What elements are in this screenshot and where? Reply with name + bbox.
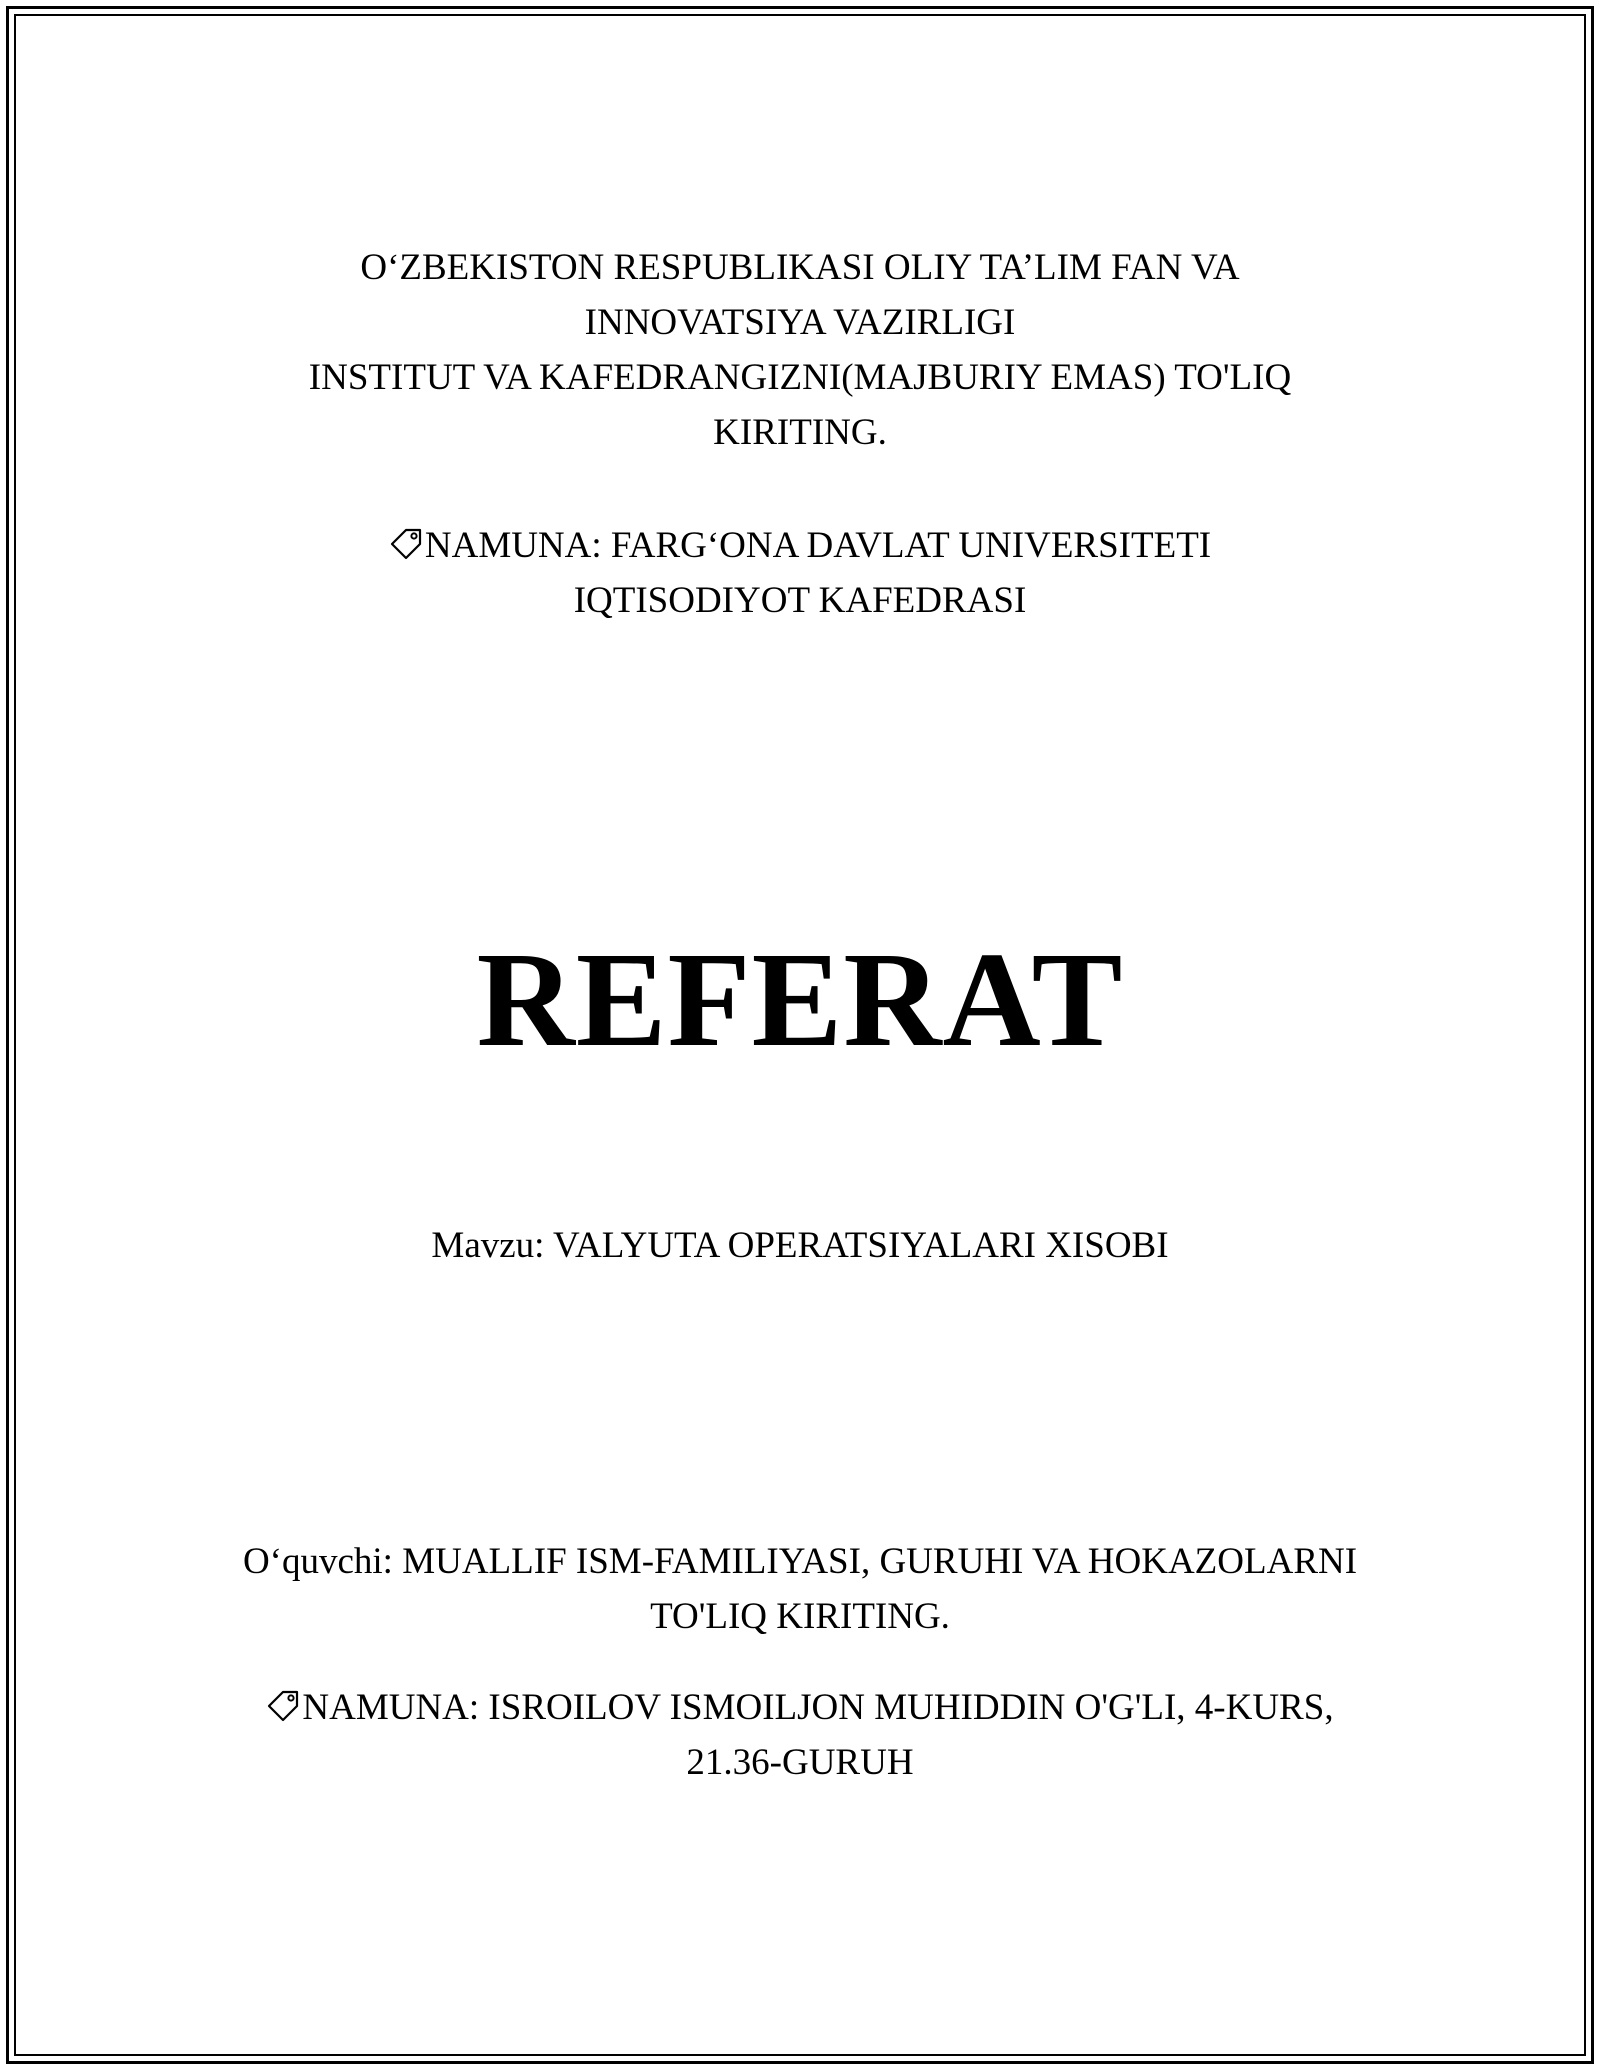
document-title: REFERAT bbox=[476, 925, 1124, 1075]
institution-example-line-1 bbox=[200, 518, 1400, 573]
institution-example-line-2: IQTISODIYOT KAFEDRASI bbox=[573, 580, 1027, 621]
header-line-1: O‘ZBEKISTON RESPUBLIKASI OLIY TA’LIM FAN VA bbox=[360, 247, 1240, 288]
header-line-4: KIRITING. bbox=[713, 412, 887, 453]
tag-icon bbox=[266, 1689, 300, 1723]
ministry-header bbox=[200, 240, 1400, 460]
student-line-1: O‘quvchi: MUALLIF ISM-FAMILIYASI, GURUHI VA HOKAZOLARNI bbox=[242, 1541, 1358, 1582]
institution-example bbox=[200, 518, 1400, 628]
header-line-2: INNOVATSIYA VAZIRLIGI bbox=[584, 302, 1016, 343]
student-example bbox=[200, 1680, 1400, 1790]
student-example-line-2: 21.36-GURUH bbox=[686, 1742, 914, 1783]
topic-text: Mavzu: VALYUTA OPERATSIYALARI XISOBI bbox=[431, 1225, 1169, 1266]
tag-icon bbox=[389, 527, 423, 561]
student-example-line-1 bbox=[200, 1680, 1400, 1735]
institution-example-text-1: NAMUNA: FARG‘ONA DAVLAT UNIVERSITETI bbox=[424, 525, 1212, 566]
student-info bbox=[200, 1534, 1400, 1644]
topic bbox=[200, 1218, 1400, 1273]
student-line-2: TO'LIQ KIRITING. bbox=[650, 1596, 950, 1637]
header-line-3: INSTITUT VA KAFEDRANGIZNI(MAJBURIY EMAS) TO'LIQ bbox=[308, 357, 1292, 398]
student-example-text-1: NAMUNA: ISROILOV ISMOILJON MUHIDDIN O'G'LI, 4-KURS, bbox=[302, 1687, 1334, 1728]
